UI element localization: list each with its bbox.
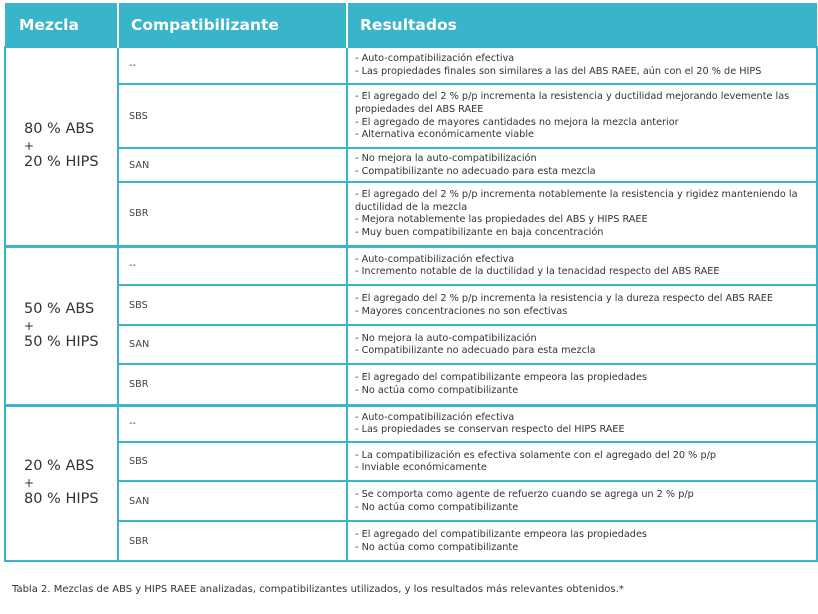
resultado-line: - Se comporta como agente de refuerzo cuando se agrega un 2 % p/p bbox=[355, 489, 694, 501]
resultado-line: - La compatibilización es efectiva solamente con el agregado del 20 % p/p bbox=[355, 449, 717, 461]
table-row bbox=[5, 405, 817, 442]
header-mezcla: Mezcla bbox=[5, 3, 118, 47]
table-caption: Tabla 2. Mezclas de ABS y HIPS RAEE analizadas, compatibilizantes utilizados, y los resultados más relevantes obtenidos.* bbox=[12, 584, 624, 595]
resultado-line: - Incremento notable de la ductilidad y la tenacidad respecto del ABS RAEE bbox=[355, 266, 720, 278]
table-row bbox=[5, 47, 817, 84]
mezcla-line-1: 80 % ABS bbox=[24, 121, 95, 138]
resultado-line: - Las propiedades finales son similares a las del ABS RAEE, aún con el 20 % de HIPS bbox=[355, 66, 762, 77]
resultados-cell bbox=[347, 325, 817, 364]
compatibilizante-cell: SBS bbox=[118, 442, 347, 481]
compatibilizante-cell: SAN bbox=[118, 481, 347, 521]
resultado-line: - El agregado del 2 % p/p incrementa la resistencia y la dureza respecto del ABS RAEE bbox=[355, 293, 774, 305]
table-row bbox=[5, 521, 817, 561]
table-row bbox=[5, 182, 817, 246]
table-row bbox=[5, 246, 817, 285]
mezcla-plus: + bbox=[24, 139, 35, 154]
resultado-line: - Inviable económicamente bbox=[355, 462, 487, 474]
table-header bbox=[5, 3, 817, 47]
mezcla-line-1: 50 % ABS bbox=[24, 300, 95, 317]
resultado-line: - Alternativa económicamente viable bbox=[355, 129, 534, 141]
resultados-cell bbox=[347, 182, 817, 246]
compatibilizante-cell: -- bbox=[118, 405, 347, 442]
resultado-line: - Mayores concentraciones no son efectivas bbox=[355, 305, 568, 317]
table-row bbox=[5, 148, 817, 182]
compatibilizante-cell: -- bbox=[118, 47, 347, 84]
resultado-line: - El agregado del compatibilizante empeora las propiedades bbox=[355, 372, 647, 384]
resultado-line: - No actúa como compatibilizante bbox=[355, 384, 519, 396]
resultado-line: - El agregado del compatibilizante empeora las propiedades bbox=[355, 529, 647, 541]
resultado-line: - Compatibilizante no adecuado para esta mezcla bbox=[355, 165, 596, 177]
compatibilizante-cell: SAN bbox=[118, 148, 347, 182]
mezcla-line-1: 20 % ABS bbox=[24, 458, 95, 475]
resultados-cell bbox=[347, 442, 817, 481]
table-row bbox=[5, 442, 817, 481]
table-row bbox=[5, 285, 817, 325]
mezcla-line-2: 50 % HIPS bbox=[24, 333, 99, 350]
resultados-cell bbox=[347, 47, 817, 84]
resultado-line: - Las propiedades se conservan respecto del HIPS RAEE bbox=[355, 424, 625, 436]
compatibilizante-cell: SBS bbox=[118, 285, 347, 325]
resultado-line: - El agregado del 2 % p/p incrementa la resistencia y ductilidad mejorando levemente las bbox=[355, 91, 790, 103]
table-row bbox=[5, 364, 817, 405]
mezcla-line-2: 80 % HIPS bbox=[24, 491, 99, 508]
resultados-cell bbox=[347, 246, 817, 285]
resultados-cell bbox=[347, 481, 817, 521]
compatibilizante-cell: SBR bbox=[118, 182, 347, 246]
mezcla-plus: + bbox=[24, 318, 35, 333]
resultado-line: - No mejora la auto-compatibilización bbox=[355, 153, 537, 164]
compatibilizante-cell: SBS bbox=[118, 84, 347, 148]
table-body bbox=[5, 47, 817, 561]
resultados-cell bbox=[347, 364, 817, 405]
mezcla-plus: + bbox=[24, 476, 35, 491]
compatibilizante-cell: SBR bbox=[118, 364, 347, 405]
resultado-line: - El agregado de mayores cantidades no mejora la mezcla anterior bbox=[355, 116, 679, 128]
resultado-line: - No actúa como compatibilizante bbox=[355, 501, 519, 513]
compatibilizante-cell: SBR bbox=[118, 521, 347, 561]
resultado-line: - El agregado del 2 % p/p incrementa notablemente la resistencia y rigidez manteniendo la bbox=[355, 189, 798, 201]
table-row bbox=[5, 325, 817, 364]
resultado-line: - Compatibilizante no adecuado para esta mezcla bbox=[355, 345, 596, 357]
mezcla-cell bbox=[5, 246, 118, 405]
mezcla-cell bbox=[5, 47, 118, 246]
resultados-cell bbox=[347, 405, 817, 442]
resultado-line: - Auto-compatibilización efectiva bbox=[355, 253, 515, 265]
resultados-cell bbox=[347, 285, 817, 325]
compatibilizante-cell: -- bbox=[118, 246, 347, 285]
resultado-line: - Muy buen compatibilizante en baja concentración bbox=[355, 227, 604, 239]
compatibilizante-cell: SAN bbox=[118, 325, 347, 364]
header-compatibilizante: Compatibilizante bbox=[118, 3, 347, 47]
resultado-line: - Mejora notablemente las propiedades del ABS y HIPS RAEE bbox=[355, 214, 648, 226]
resultado-line: - No actúa como compatibilizante bbox=[355, 541, 519, 553]
mezcla-line-2: 20 % HIPS bbox=[24, 154, 99, 171]
resultado-line: - No mejora la auto-compatibilización bbox=[355, 332, 537, 344]
resultado-line: propiedades del ABS RAEE bbox=[355, 103, 484, 115]
resultados-cell bbox=[347, 84, 817, 148]
resultado-line: - Auto-compatibilización efectiva bbox=[355, 411, 515, 423]
resultado-line: - Auto-compatibilización efectiva bbox=[355, 53, 515, 65]
results-table bbox=[4, 3, 818, 562]
resultados-cell bbox=[347, 148, 817, 182]
table-row bbox=[5, 84, 817, 148]
table-row bbox=[5, 481, 817, 521]
mezcla-cell bbox=[5, 405, 118, 561]
resultados-cell bbox=[347, 521, 817, 561]
header-resultados: Resultados bbox=[347, 3, 817, 47]
resultado-line: ductilidad de la mezcla bbox=[355, 201, 468, 213]
